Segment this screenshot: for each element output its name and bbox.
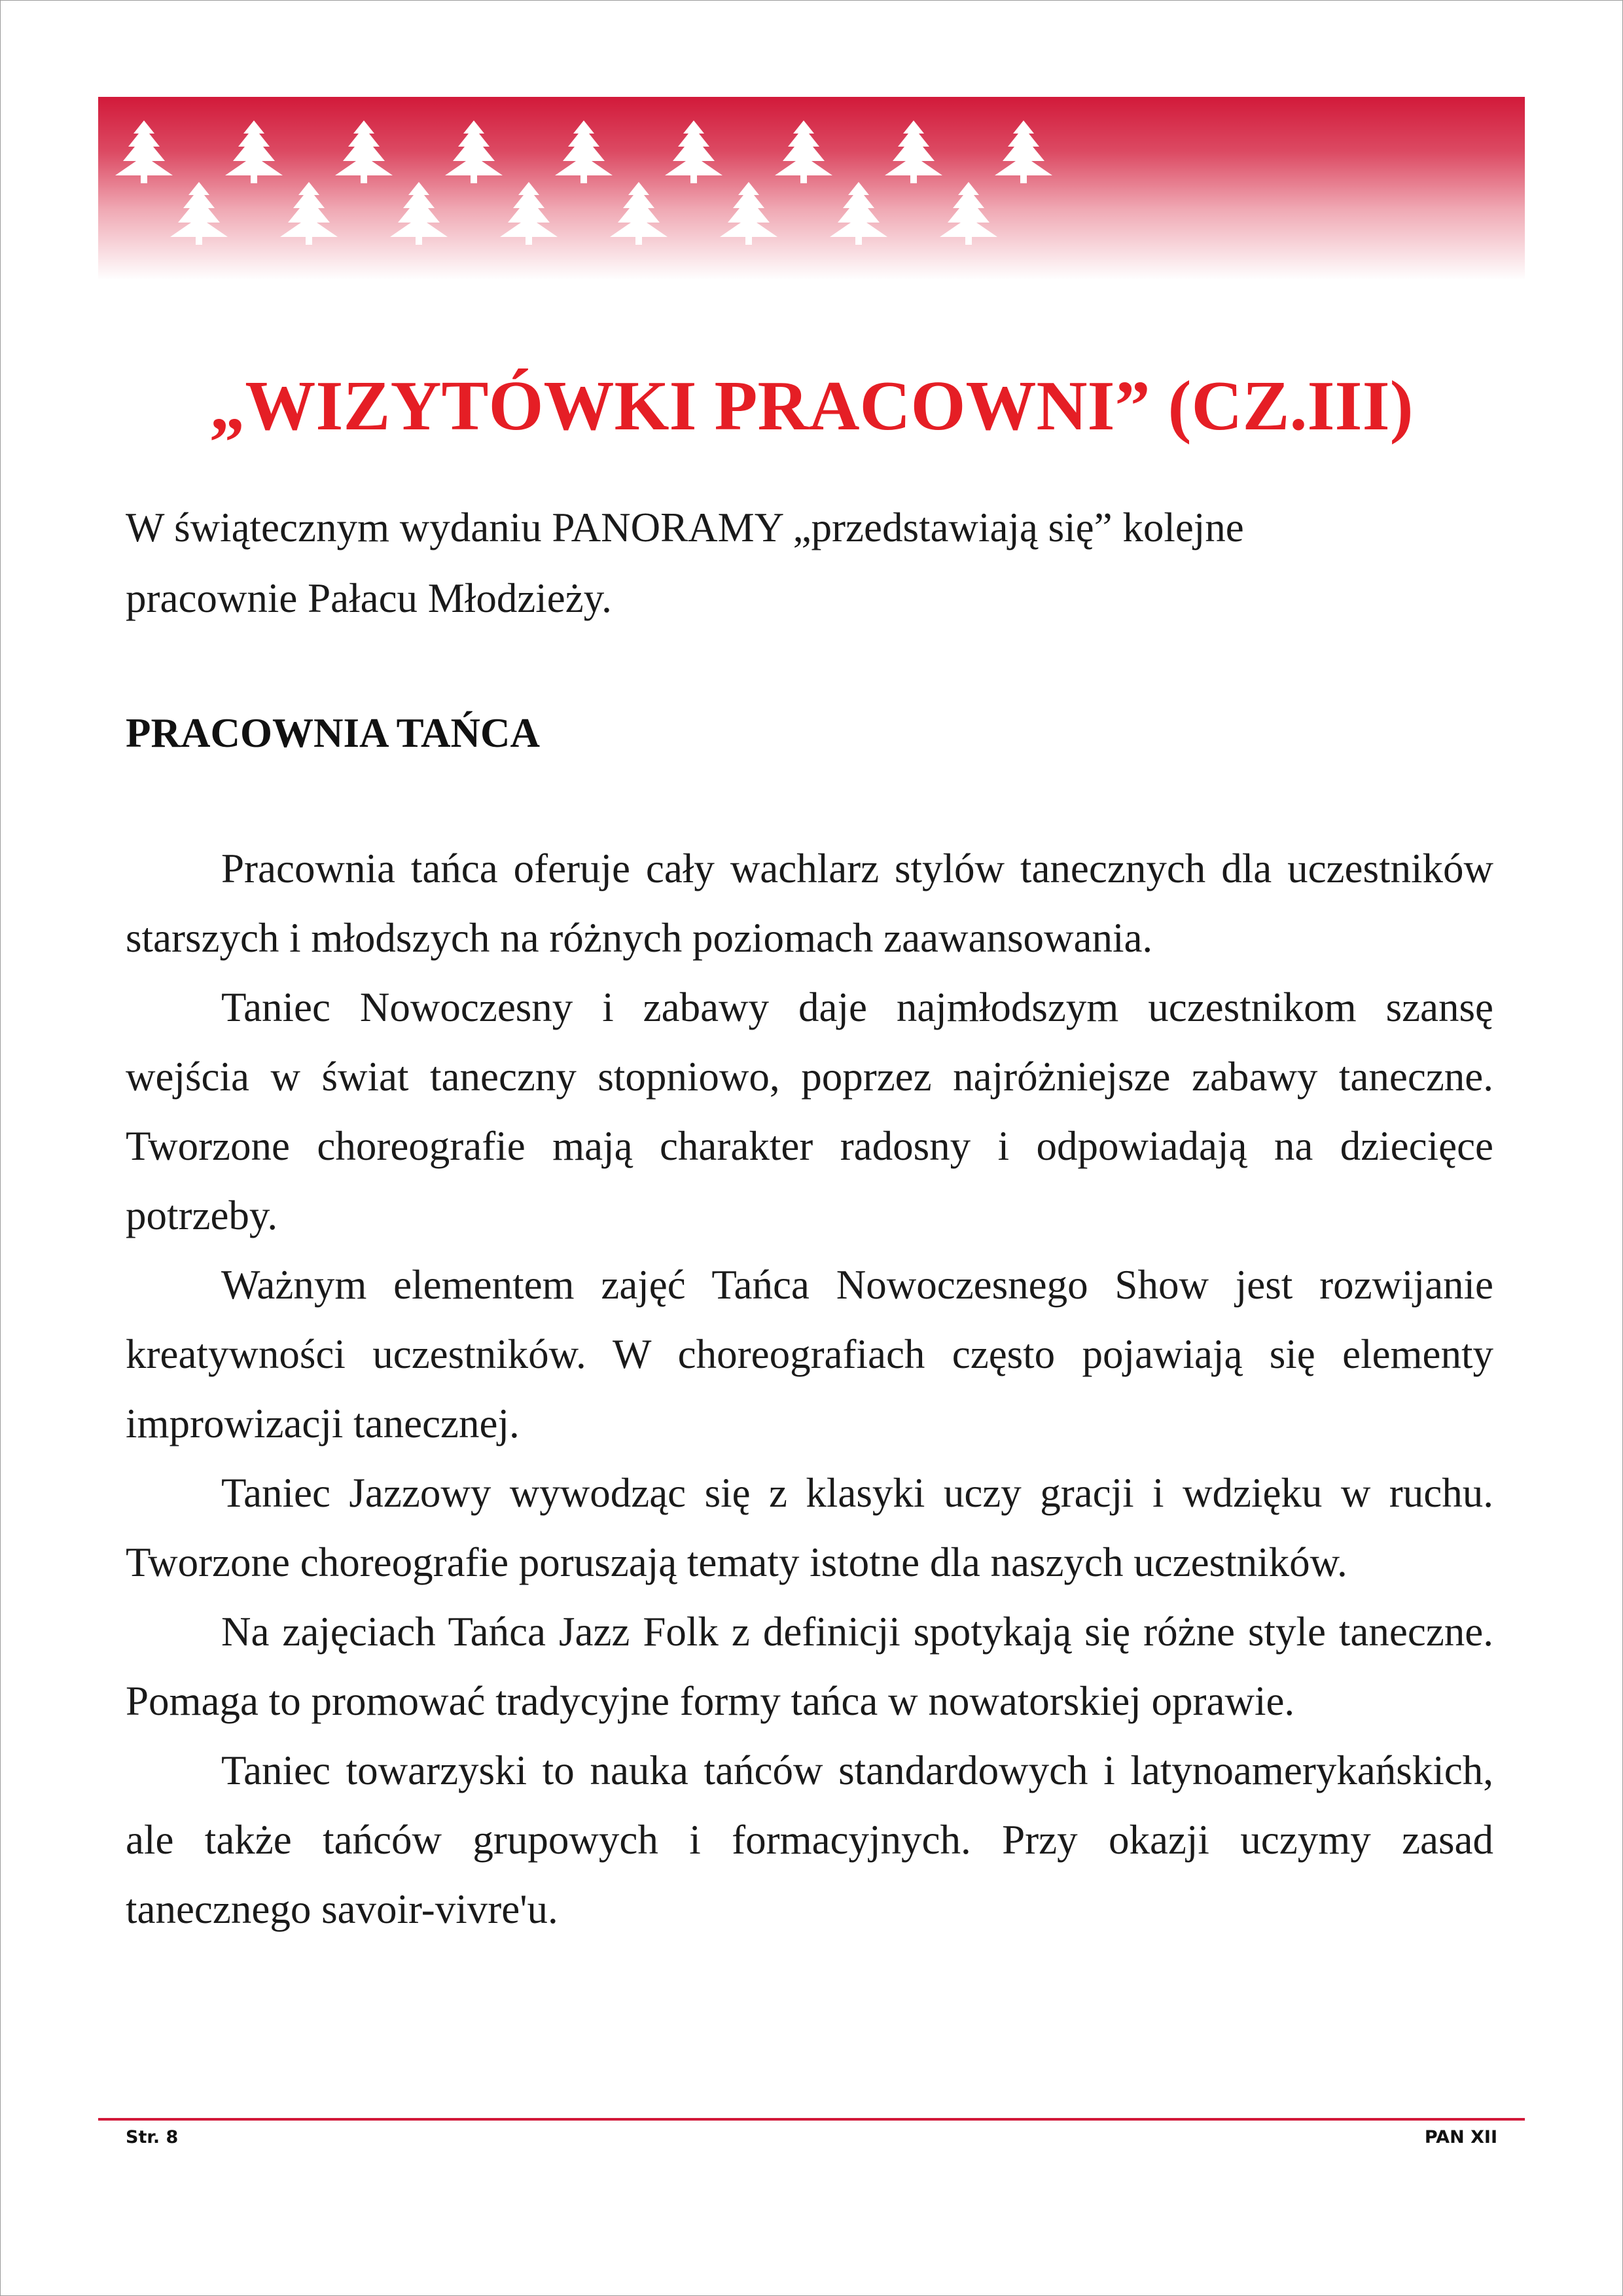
issue-label: PAN XII xyxy=(1424,2127,1497,2147)
section-heading: PRACOWNIA TAŃCA xyxy=(126,710,540,756)
christmas-tree-icon xyxy=(390,182,448,245)
christmas-tree-icon xyxy=(995,120,1052,183)
christmas-tree-icon xyxy=(170,182,228,245)
christmas-tree-icon xyxy=(280,182,338,245)
christmas-tree-icon xyxy=(940,182,997,245)
footer-divider xyxy=(98,2118,1525,2121)
christmas-tree-icon xyxy=(610,182,668,245)
article-paragraph: Ważnym elementem zajęć Tańca Nowoczesnego Show jest rozwijanie kreatywności uczestników. W choreografiach często pojawiają się elementy improwizacji tanecznej. xyxy=(126,1262,1493,1446)
article-paragraph: Taniec Nowoczesny i zabawy daje najmłodszym uczestnikom szansę wejścia w świat taneczny stopniowo, poprzez najróżniejsze zabawy taneczne. Tworzone choreografie mają charakter radosny i odpowiadają na dziecięce potrzeby. xyxy=(126,984,1493,1238)
christmas-tree-icon xyxy=(775,120,832,183)
christmas-tree-icon xyxy=(720,182,777,245)
christmas-tree-icon xyxy=(225,120,283,183)
christmas-tree-icon xyxy=(555,120,613,183)
article-paragraph: Taniec Jazzowy wywodząc się z klasyki uczy gracji i wdzięku w ruchu. Tworzone choreografie poruszają tematy istotne dla naszych uczestników. xyxy=(126,1470,1493,1585)
christmas-tree-icon xyxy=(885,120,942,183)
christmas-tree-icon xyxy=(665,120,722,183)
christmas-tree-icon xyxy=(500,182,558,245)
christmas-tree-icon xyxy=(115,120,173,183)
intro-paragraph: W świątecznym wydaniu PANORAMY „przedstawiają się” kolejne pracownie Pałacu Młodzieży. xyxy=(126,505,1244,621)
page-number: Str. 8 xyxy=(126,2127,179,2147)
christmas-tree-icon xyxy=(830,182,887,245)
page-title: „WIZYTÓWKI PRACOWNI” (CZ.III) xyxy=(209,367,1414,445)
article-paragraph: Taniec towarzyski to nauka tańców standardowych i latynoamerykańskich, ale także tańców grupowych i formacyjnych. Przy okazji uczymy zasad tanecznego savoir-vivre'u. xyxy=(126,1748,1493,1932)
article-body xyxy=(126,834,1493,1944)
article-paragraph: Na zajęciach Tańca Jazz Folk z definicji spotykają się różne style taneczne. Pomaga to promować tradycyjne formy tańca w nowatorskiej oprawie. xyxy=(126,1609,1493,1724)
article-paragraph: Pracownia tańca oferuje cały wachlarz stylów tanecznych dla uczestników starszych i młodszych na różnych poziomach zaawansowania. xyxy=(126,846,1493,961)
christmas-tree-icon xyxy=(445,120,503,183)
christmas-tree-icon xyxy=(335,120,393,183)
header-banner xyxy=(98,97,1525,280)
